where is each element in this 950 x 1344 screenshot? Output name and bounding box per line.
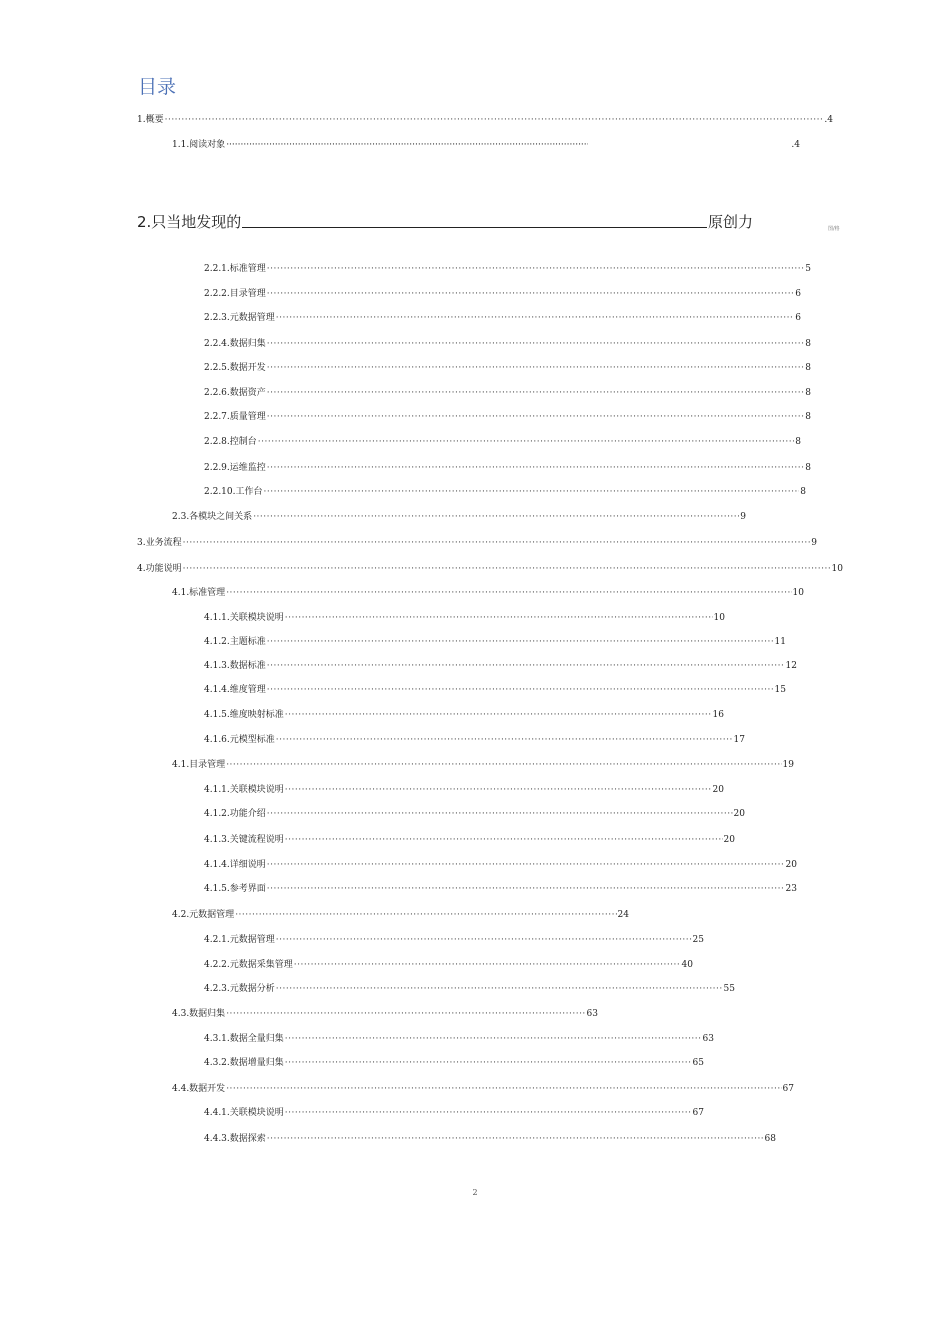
toc-entry-label: 4.1.5.参考界面: [204, 884, 266, 894]
leader-dots: [235, 908, 616, 922]
leader-dots: [183, 536, 811, 550]
toc-entry[interactable]: [204, 611, 725, 625]
toc-entry-label: 4.3.1.数据全量归集: [204, 1034, 284, 1044]
toc-entry-label: 4.4.1.关联模块说明: [204, 1108, 284, 1118]
toc-entry-page: 10: [831, 564, 843, 574]
toc-entry-page: 63: [586, 1009, 598, 1019]
toc-entry-page: 15: [774, 685, 786, 695]
toc-entry-label: 4.2.元数据管理: [172, 910, 235, 920]
leader-dots: [226, 586, 791, 600]
toc-entry[interactable]: [204, 287, 801, 301]
toc-entry-label: 4.2.1.元数据管理: [204, 935, 275, 945]
toc-entry-label: 4.3.2.数据增量归集: [204, 1058, 284, 1068]
toc-entry-label: 4.1.4.详细说明: [204, 860, 266, 870]
toc-entry[interactable]: [204, 1032, 714, 1046]
toc-entry[interactable]: [204, 1106, 704, 1120]
toc-entry-label: 4.2.2.元数据采集管理: [204, 960, 293, 970]
toc-entry-label: 2.2.7.质量管理: [204, 412, 266, 422]
leader-dots: [276, 733, 733, 747]
toc-entry-label: 1.1.阅读对象: [172, 140, 226, 150]
toc-entry-label: 4.1.标准管理: [172, 588, 226, 598]
toc-entry-page: 67: [782, 1084, 794, 1094]
toc-entry-label: 2.2.1.标准管理: [204, 264, 266, 274]
toc-entry-label: 2.2.6.数据资产: [204, 388, 266, 398]
toc-entry-page: 65: [692, 1058, 704, 1068]
toc-entry[interactable]: [172, 138, 800, 152]
toc-entry-page: 20: [733, 809, 745, 819]
leader-dots: [267, 410, 805, 424]
leader-dots: [285, 708, 712, 722]
toc-entry-page: 9: [811, 538, 817, 548]
leader-dots: [285, 833, 723, 847]
toc-entry-page: 6: [795, 313, 801, 323]
leader-dots: [267, 287, 795, 301]
leader-dots: [285, 783, 712, 797]
leader-dots: [258, 435, 795, 449]
toc-entry-page: 8: [805, 412, 811, 422]
toc-entry[interactable]: [204, 311, 801, 325]
toc-entry-label: 4.1.4.维度管理: [204, 685, 266, 695]
toc-entry-page: .4: [791, 140, 800, 150]
toc-entry-page: 20: [723, 835, 735, 845]
toc-entry[interactable]: [172, 1007, 598, 1021]
toc-entry[interactable]: [172, 908, 629, 922]
toc-entry-page: 8: [805, 463, 811, 473]
leader-dots: [285, 611, 713, 625]
toc-entry[interactable]: [204, 361, 811, 375]
toc-entry-label: 2.2.4.数据归集: [204, 339, 266, 349]
toc-entry-label: 2.2.5.数据开发: [204, 363, 266, 373]
section-heading-left: 2.只当地发现的: [137, 213, 242, 231]
toc-entry-label: 2.2.9.运维监控: [204, 463, 266, 473]
toc-entry[interactable]: [204, 882, 797, 896]
toc-entry-page: 17: [733, 735, 745, 745]
leader-dots: [285, 1032, 702, 1046]
toc-entry-label: 4.1.目录管理: [172, 760, 226, 770]
toc-entry[interactable]: [172, 758, 794, 772]
toc-entry-label: 4.功能说明: [137, 564, 182, 574]
toc-entry[interactable]: [137, 562, 843, 576]
leader-dots: [267, 683, 774, 697]
toc-entry-page: 8: [805, 388, 811, 398]
toc-entry-page: 6: [795, 289, 801, 299]
toc-entry[interactable]: [204, 933, 704, 947]
toc-entry[interactable]: [204, 1056, 704, 1070]
toc-entry-label: 4.1.3.关键流程说明: [204, 835, 284, 845]
toc-entry[interactable]: [204, 683, 786, 697]
toc-entry[interactable]: [204, 461, 811, 475]
toc-entry[interactable]: [204, 733, 745, 747]
toc-entry[interactable]: [204, 958, 693, 972]
toc-entry-page: 19: [782, 760, 794, 770]
leader-dots: [226, 138, 588, 152]
toc-entry-label: 4.1.1.关联模块说明: [204, 785, 284, 795]
leader-dots: [183, 562, 831, 576]
leader-dots: [276, 933, 692, 947]
section-heading-right: 原创力: [707, 213, 753, 231]
toc-entry-label: 2.3.各模块之间关系: [172, 512, 253, 522]
toc-entry-label: 2.2.3.元数据管理: [204, 313, 275, 323]
toc-entry-page: 20: [785, 860, 797, 870]
toc-entry-page: 11: [774, 637, 786, 647]
toc-entry-page: 9: [740, 512, 746, 522]
leader-dots: [267, 337, 805, 351]
toc-entry[interactable]: [204, 659, 797, 673]
leader-dots: [267, 262, 805, 276]
page-number: 2: [472, 1188, 478, 1197]
heading-rule: [242, 226, 707, 228]
leader-dots: [267, 882, 785, 896]
leader-dots: [264, 485, 800, 499]
leader-dots: [294, 958, 681, 972]
toc-entry[interactable]: [172, 1082, 794, 1096]
toc-entry[interactable]: [204, 783, 724, 797]
section-heading: [137, 210, 753, 234]
leader-dots: [276, 311, 795, 325]
leader-dots: [165, 113, 824, 127]
toc-entry-label: 4.1.6.元模型标准: [204, 735, 275, 745]
toc-entry-page: 23: [785, 884, 797, 894]
toc-entry[interactable]: [204, 485, 806, 499]
toc-entry-label: 1.概要: [137, 115, 164, 125]
leader-dots: [253, 510, 739, 524]
leader-dots: [226, 1082, 781, 1096]
toc-entry-label: 2.2.2.目录管理: [204, 289, 266, 299]
toc-entry[interactable]: [137, 536, 817, 550]
leader-dots: [267, 1132, 764, 1146]
leader-dots: [285, 1056, 692, 1070]
leader-dots: [267, 635, 774, 649]
toc-title: 目录: [138, 76, 177, 98]
toc-entry[interactable]: [204, 386, 811, 400]
toc-entry-page: 5: [805, 264, 811, 274]
toc-entry[interactable]: [172, 510, 746, 524]
leader-dots: [267, 361, 805, 375]
toc-entry-page: 8: [800, 487, 806, 497]
leader-dots: [267, 858, 785, 872]
toc-entry-page: 8: [805, 363, 811, 373]
toc-entry[interactable]: [204, 858, 797, 872]
toc-entry-page: 68: [764, 1134, 776, 1144]
leader-dots: [285, 1106, 692, 1120]
margin-mark: 图/格: [828, 226, 840, 232]
toc-entry-page: 8: [795, 437, 801, 447]
toc-entry-label: 4.2.3.元数据分析: [204, 984, 275, 994]
toc-entry-label: 4.1.1.关联模块说明: [204, 613, 284, 623]
toc-entry-page: 25: [692, 935, 704, 945]
leader-dots: [226, 758, 781, 772]
toc-entry-page: 24: [617, 910, 629, 920]
toc-entry-label: 2.2.8.控制台: [204, 437, 257, 447]
toc-entry-label: 2.2.10.工作台: [204, 487, 263, 497]
toc-entry-label: 3.业务流程: [137, 538, 182, 548]
toc-entry-page: 12: [785, 661, 797, 671]
toc-entry-label: 4.1.3.数据标准: [204, 661, 266, 671]
toc-entry-label: 4.1.5.维度映射标准: [204, 710, 284, 720]
toc-entry-page: 55: [723, 984, 735, 994]
leader-dots: [267, 386, 805, 400]
toc-entry[interactable]: [204, 410, 811, 424]
toc-entry[interactable]: [204, 1132, 776, 1146]
toc-entry-page: 10: [713, 613, 725, 623]
toc-entry-label: 4.1.2.主题标准: [204, 637, 266, 647]
toc-entry-page: 16: [712, 710, 724, 720]
leader-dots: [226, 1007, 585, 1021]
toc-entry[interactable]: [204, 833, 735, 847]
toc-entry-page: 20: [712, 785, 724, 795]
toc-entry-label: 4.4.3.数据探索: [204, 1134, 266, 1144]
toc-entry-label: 4.3.数据归集: [172, 1009, 226, 1019]
toc-entry[interactable]: [172, 586, 804, 600]
toc-entry[interactable]: [137, 113, 833, 127]
toc-entry-label: 4.4.数据开发: [172, 1084, 226, 1094]
leader-dots: [267, 807, 733, 821]
toc-entry[interactable]: [204, 262, 811, 276]
toc-entry-page: 63: [702, 1034, 714, 1044]
toc-entry-page: 10: [792, 588, 804, 598]
toc-entry-page: 8: [805, 339, 811, 349]
toc-entry-page: 40: [681, 960, 693, 970]
toc-entry[interactable]: [204, 337, 811, 351]
leader-dots: [267, 659, 785, 673]
toc-entry-label: 4.1.2.功能介绍: [204, 809, 266, 819]
toc-entry[interactable]: [204, 708, 724, 722]
toc-entry[interactable]: [204, 435, 801, 449]
toc-entry-page: .4: [824, 115, 833, 125]
leader-dots: [276, 982, 723, 996]
toc-entry[interactable]: [204, 982, 735, 996]
leader-dots: [267, 461, 805, 475]
toc-entry[interactable]: [204, 807, 745, 821]
toc-entry-page: 67: [692, 1108, 704, 1118]
toc-entry[interactable]: [204, 635, 786, 649]
